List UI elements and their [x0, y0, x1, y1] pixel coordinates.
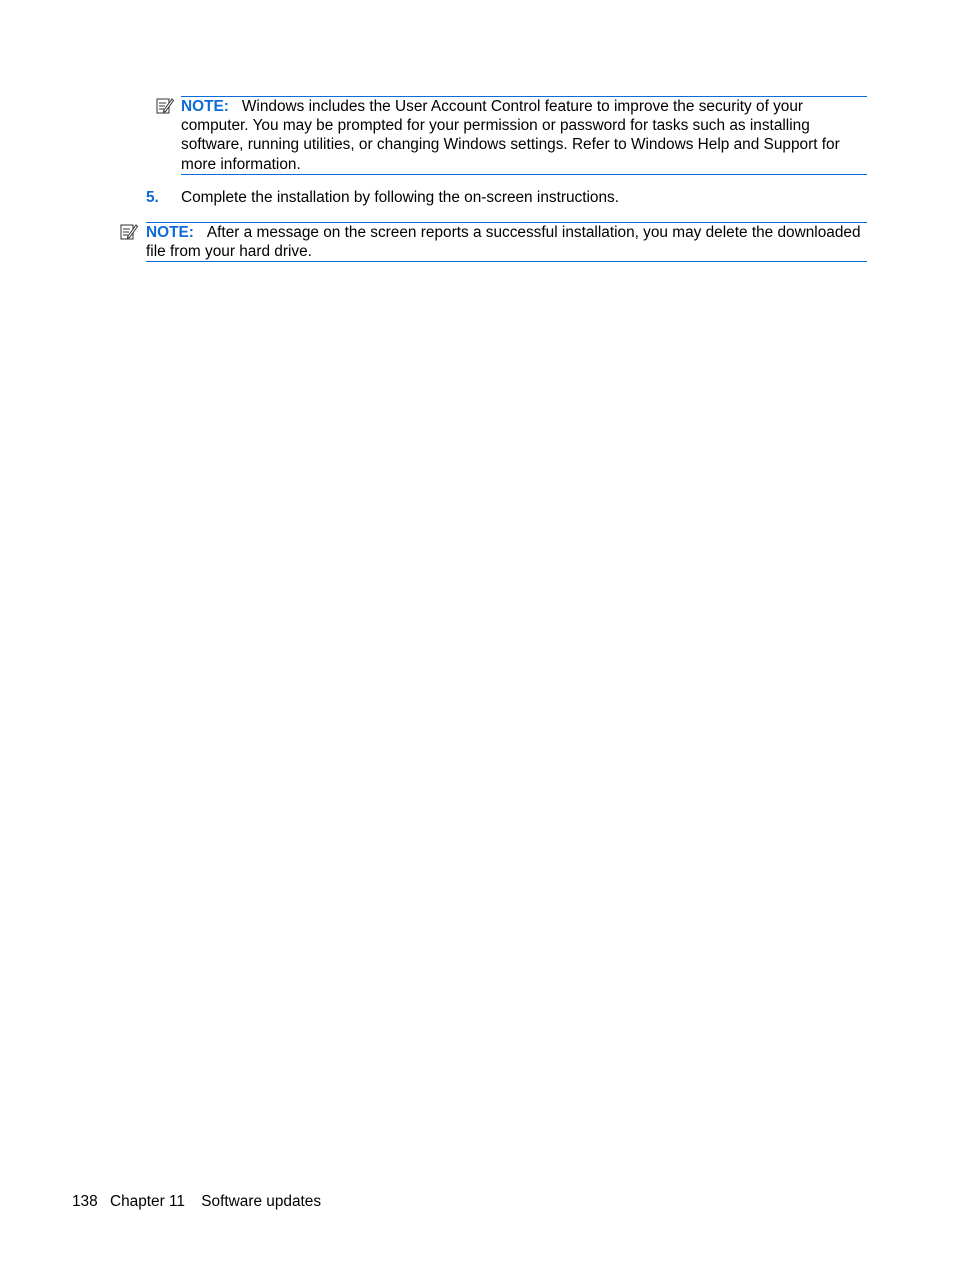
note-icon: [156, 97, 174, 114]
note-label: NOTE:: [146, 224, 194, 241]
note-icon: [120, 223, 138, 240]
note-box: [181, 96, 867, 175]
step-number: 5.: [146, 189, 159, 206]
note-text: After a message on the screen reports a successful installation, you may delete the downloaded file from your hard drive.: [146, 224, 861, 261]
section-title: Software updates: [201, 1193, 322, 1210]
note-box: [146, 222, 867, 262]
page-footer: [72, 1192, 329, 1211]
page-number: 138: [72, 1193, 98, 1210]
step-text: Complete the installation by following the on-screen instructions.: [181, 189, 620, 206]
chapter-label: Chapter 11: [109, 1193, 185, 1210]
note-label: NOTE:: [181, 98, 229, 115]
note-paragraph: [146, 223, 867, 261]
note-paragraph: [181, 97, 867, 174]
note-text: Windows includes the User Account Control feature to improve the security of your computer. You may be prompted for your permission or password for tasks such as installing software, running utilities, or changing Windows settings. Refer to Windows Help and Support for more information.: [181, 98, 840, 173]
